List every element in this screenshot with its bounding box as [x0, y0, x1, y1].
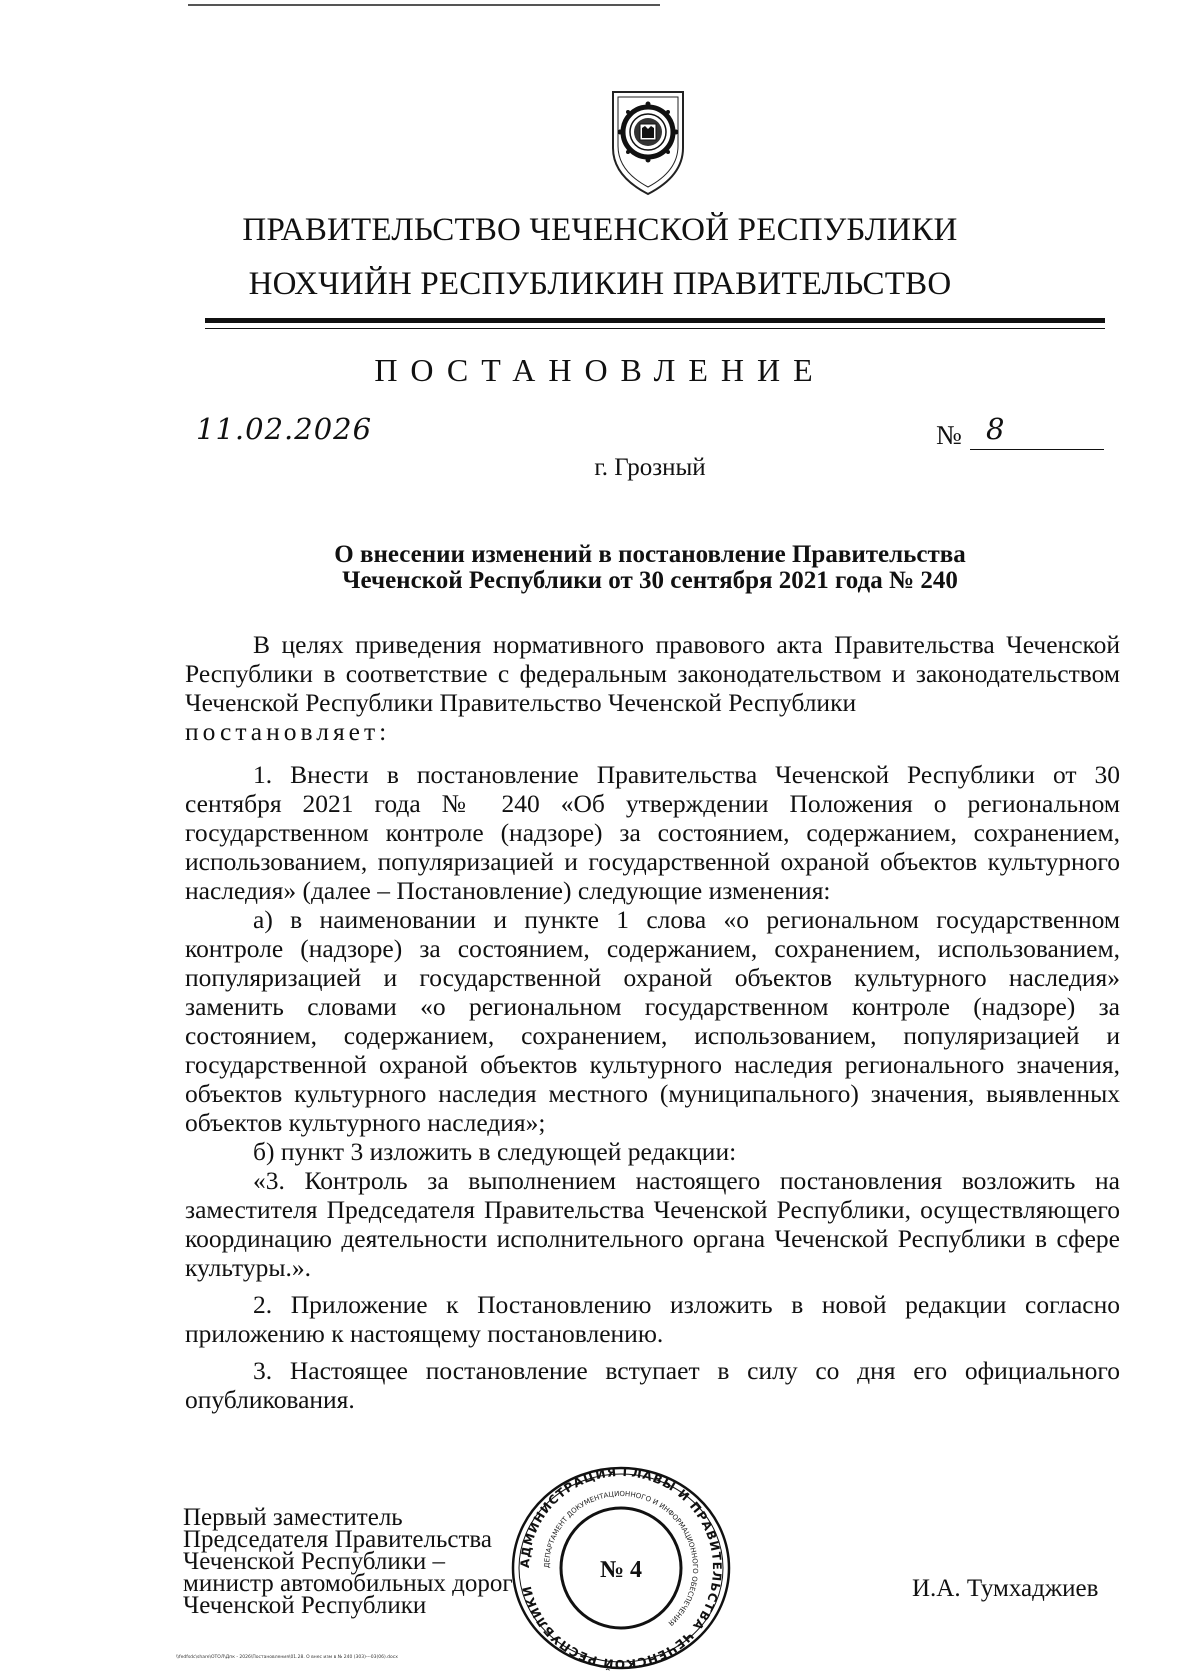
document-date: 11.02.2026 — [196, 412, 373, 446]
stamp-inner-text: ДЕПАРТАМЕНТ ДОКУМЕНТАЦИОННОГО И ИНФОРМАЦИОННОГО ОБЕСПЕЧЕНИЯ — [542, 1489, 700, 1628]
document-number: 8 — [986, 412, 1005, 446]
item-1a: а) в наименовании и пункте 1 слова «о региональном государственном контроле (надзоре) за состоянием, содержанием, сохранением, использованием, популяризацией и государственной охраной объектов культурного наследия» заменить словами «о региональном государственном контроле (надзоре) за состоянием, содержанием, сохранением, использованием, популяризацией и государственной охраной объектов культурного наследия регионального значения, объектов культурного наследия местного (муниципального) значения, выявленных объектов культурного наследия»; — [185, 905, 1120, 1137]
signer-line: Председателя Правительства — [183, 1526, 492, 1553]
item-1b: б) пункт 3 изложить в следующей редакции: — [253, 1137, 737, 1166]
header-rule-thin — [205, 328, 1105, 329]
preamble-text: В целях приведения нормативного правового акта Правительства Чеченской Республики в соответствие с федеральным законодательством и законодательством Чеченской Республики Правительство Чеченской Республики — [185, 630, 1120, 717]
items — [185, 760, 1120, 1414]
coat-of-arms-icon — [608, 88, 688, 198]
org-name-ce: НОХЧИЙН РЕСПУБЛИКИН ПРАВИТЕЛЬСТВО — [248, 266, 952, 302]
signer-line: Чеченской Республики — [183, 1592, 427, 1619]
signer-line: министр автомобильных дорог — [183, 1570, 513, 1597]
number-underline — [970, 449, 1104, 450]
signer-position — [183, 1504, 513, 1619]
signer-name: И.А. Тумхаджиев — [912, 1575, 1099, 1602]
official-stamp — [508, 1465, 734, 1671]
signer-line: Чеченской Республики – — [183, 1548, 446, 1575]
scan-top-line — [188, 4, 660, 6]
stamp-outer-text: АДМИНИСТРАЦИЯ ГЛАВЫ И ПРАВИТЕЛЬСТВА ЧЕЧЕНСКОЙ РЕСПУБЛИКИ — [517, 1465, 725, 1671]
header-rule-thick — [205, 318, 1105, 323]
item-1b-text: «3. Контроль за выполнением настоящего постановления возложить на заместителя Председателя Правительства Чеченской Республики, осуществляющего координацию деятельности исполнительного органа Чеченской Республики в сфере культуры.». — [185, 1166, 1120, 1282]
document-title — [160, 542, 1140, 594]
stamp-number: № 4 — [599, 1557, 643, 1583]
item-3: 3. Настоящее постановление вступает в силу со дня его официального опубликования. — [185, 1356, 1120, 1414]
title-line-2: Чеченской Республики от 30 сентября 2021 года № 240 — [342, 567, 958, 594]
org-name-ru: ПРАВИТЕЛЬСТВО ЧЕЧЕНСКОЙ РЕСПУБЛИКИ — [242, 212, 958, 248]
item-2: 2. Приложение к Постановлению изложить в новой редакции согласно приложению к настоящему постановлению. — [185, 1290, 1120, 1348]
file-path: \\fedfsdc\share\ОТОЛ\Дпк - 2026\Постановления\01.28. О внес изм в № 240 (303)---03(06).docx — [176, 1655, 398, 1660]
title-line-1: О внесении изменений в постановление Правительства — [334, 541, 966, 568]
item-1: 1. Внести в постановление Правительства Чеченской Республики от 30 сентября 2021 года № 240 «Об утверждении Положения о региональном государственном контроле (надзоре) за состоянием, содержанием, сохранением, использованием, популяризацией и государственной охраной объектов культурного наследия» (далее – Постановление) следующие изменения: — [185, 760, 1120, 905]
decree-word: постановляет: — [185, 717, 391, 746]
number-label: № — [936, 420, 962, 450]
signer-line: Первый заместитель — [183, 1504, 403, 1531]
document-type: ПОСТАНОВЛЕНИЕ — [374, 352, 826, 388]
city: г. Грозный — [594, 454, 706, 481]
preamble — [185, 630, 1120, 746]
